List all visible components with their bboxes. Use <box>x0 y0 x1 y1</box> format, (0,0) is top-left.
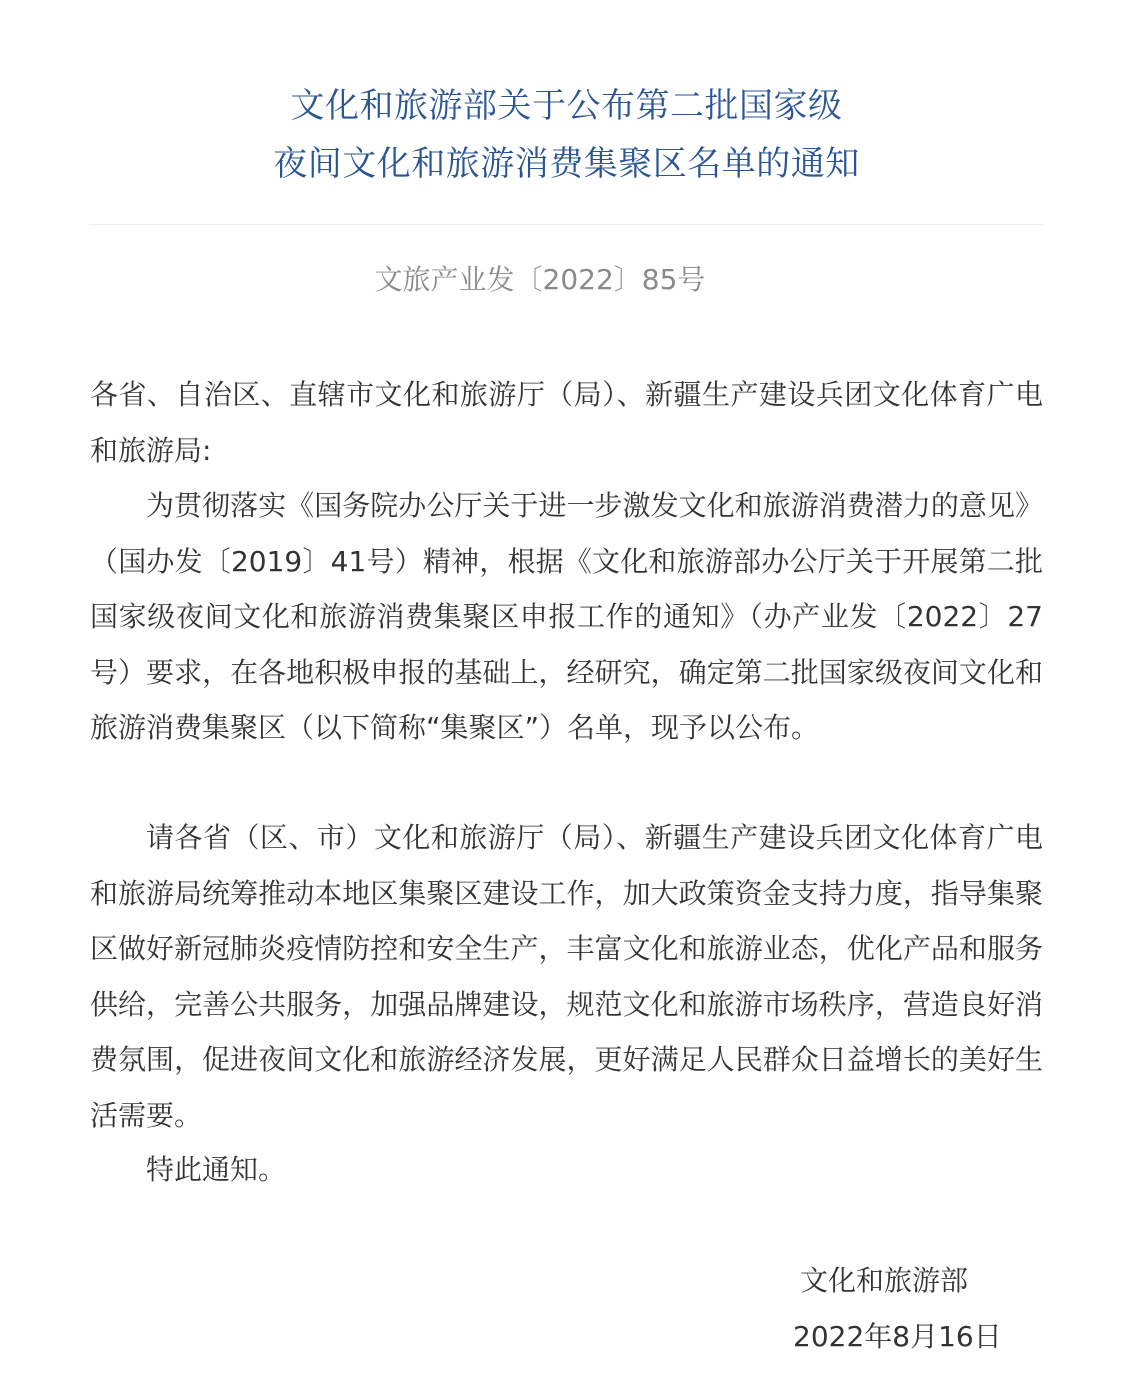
document-title-line-1: 文化和旅游部关于公布第二批国家级 <box>290 86 843 126</box>
signature-organization: 文化和旅游部 <box>800 1264 969 1297</box>
addressee: 各省、自治区、直辖市文化和旅游厅（局）、新疆生产建设兵团文化体育广电和旅游局: <box>90 378 1043 467</box>
paragraph-closing: 特此通知。 <box>146 1153 287 1186</box>
paragraph-1: 为贯彻落实《国务院办公厅关于进一步激发文化和旅游消费潜力的意见》（国办发〔2019〕41号）精神，根据《文化和旅游部办公厅关于开展第二批国家级夜间文化和旅游消费集聚区申报工作的通知》（办产业发〔2022〕27号）要求，在各地积极申报的基础上，经研究，确定第二批国家级夜间文化和旅游消费集聚区（以下简称“集聚区”）名单，现予以公布。 <box>90 489 1043 744</box>
title-divider <box>90 224 1043 225</box>
signature-date: 2022年8月16日 <box>793 1320 1002 1353</box>
document-title-line-2: 夜间文化和旅游消费集聚区名单的通知 <box>273 144 860 184</box>
paragraph-2: 请各省（区、市）文化和旅游厅（局）、新疆生产建设兵团文化体育广电和旅游局统筹推动本地区集聚区建设工作，加大政策资金支持力度，指导集聚区做好新冠肺炎疫情防控和安全生产，丰富文化和旅游业态，优化产品和服务供给，完善公共服务，加强品牌建设，规范文化和旅游市场秩序，营造良好消费氛围，促进夜间文化和旅游经济发展，更好满足人民群众日益增长的美好生活需要。 <box>90 821 1043 1132</box>
document-number: 文旅产业发〔2022〕85号 <box>374 263 706 296</box>
